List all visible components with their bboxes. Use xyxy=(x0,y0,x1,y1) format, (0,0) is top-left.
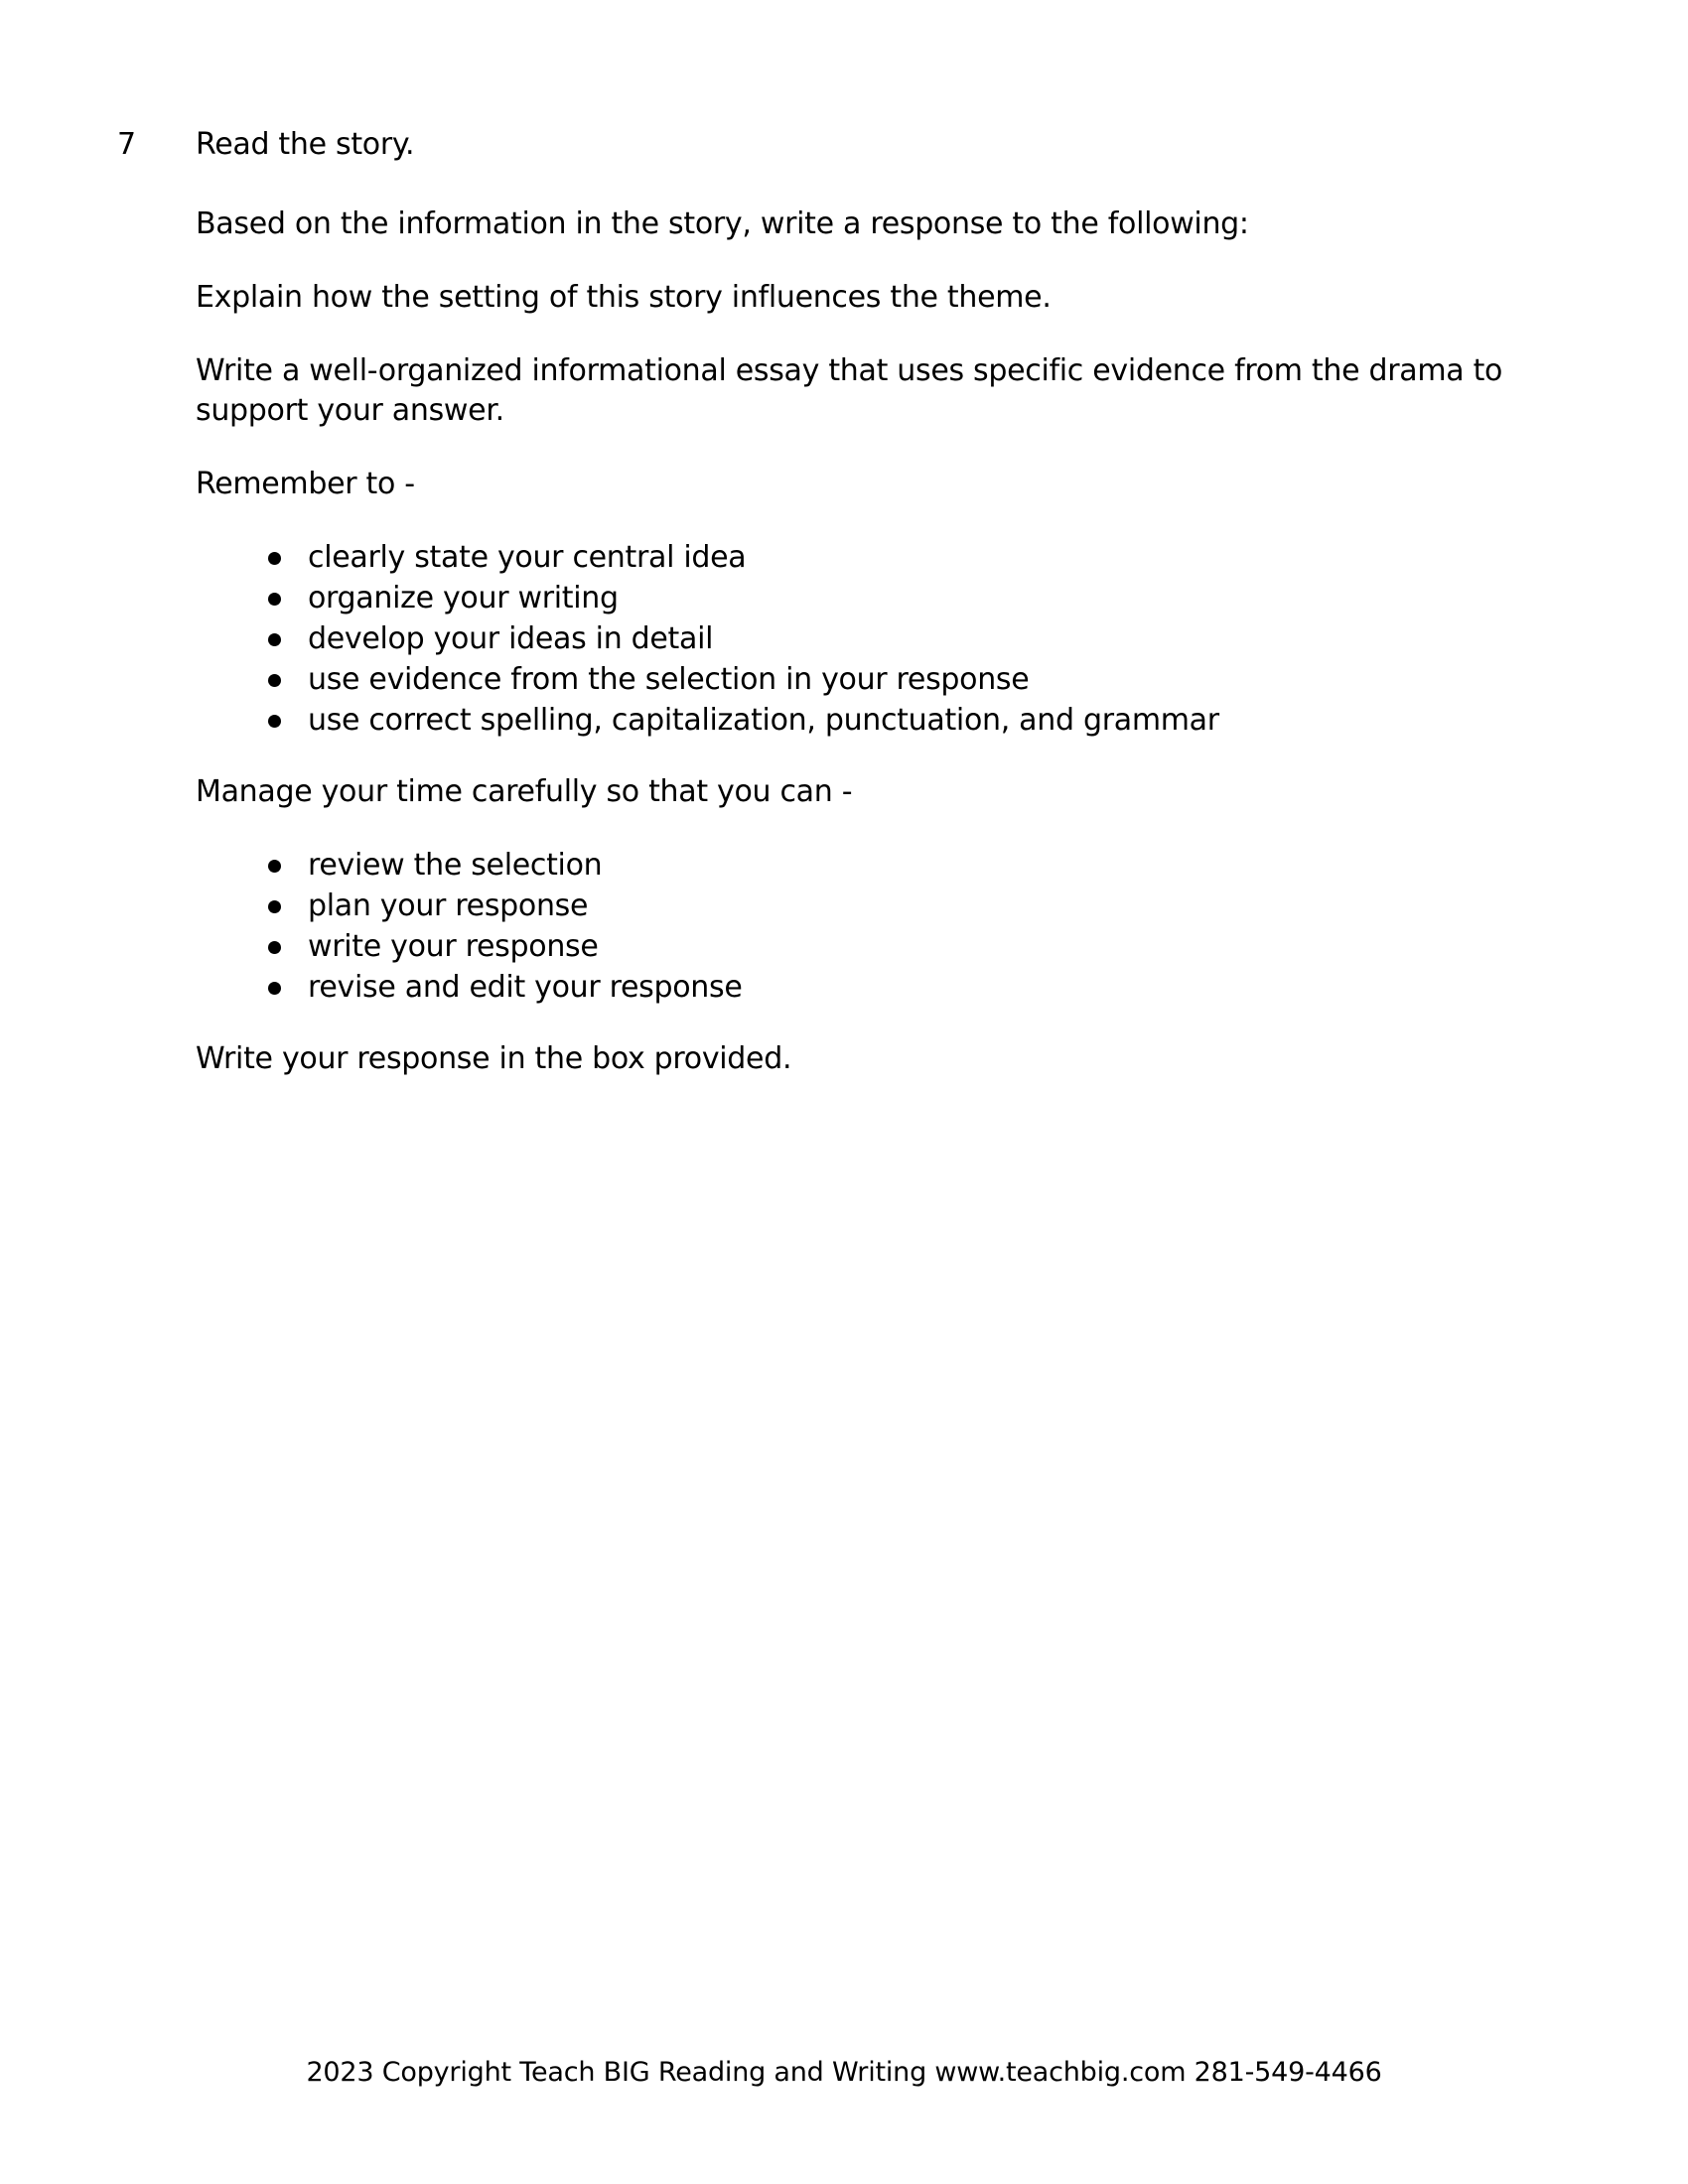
list-item: use evidence from the selection in your response xyxy=(268,660,1538,700)
instruction-based-on: Based on the information in the story, write a response to the following: xyxy=(196,206,1249,241)
list-item: develop your ideas in detail xyxy=(268,619,1538,659)
list-item: revise and edit your response xyxy=(268,968,1538,1008)
instruction-read-story: Read the story. xyxy=(196,127,415,162)
list-item: review the selection xyxy=(268,846,1538,886)
list-item: clearly state your central idea xyxy=(268,538,1538,578)
question-number: 7 xyxy=(117,127,136,162)
remember-list xyxy=(196,538,1538,741)
list-item: organize your writing xyxy=(268,579,1538,618)
list-item: use correct spelling, capitalization, punctuation, and grammar xyxy=(268,701,1538,741)
instruction-write-essay: Write a well-organized informational essay that uses specific evidence from the drama to support your answer. xyxy=(196,353,1503,428)
instruction-write-response: Write your response in the box provided. xyxy=(196,1041,792,1076)
question-body xyxy=(196,125,1538,1113)
list-item: plan your response xyxy=(268,887,1538,926)
manage-time-heading: Manage your time carefully so that you can - xyxy=(196,774,853,809)
manage-list xyxy=(196,846,1538,1008)
remember-to-heading: Remember to - xyxy=(196,467,415,501)
list-item: write your response xyxy=(268,927,1538,967)
prompt-explain-setting: Explain how the setting of this story influences the theme. xyxy=(196,280,1052,315)
footer-copyright: 2023 Copyright Teach BIG Reading and Writing www.teachbig.com 281-549-4466 xyxy=(306,2057,1382,2088)
